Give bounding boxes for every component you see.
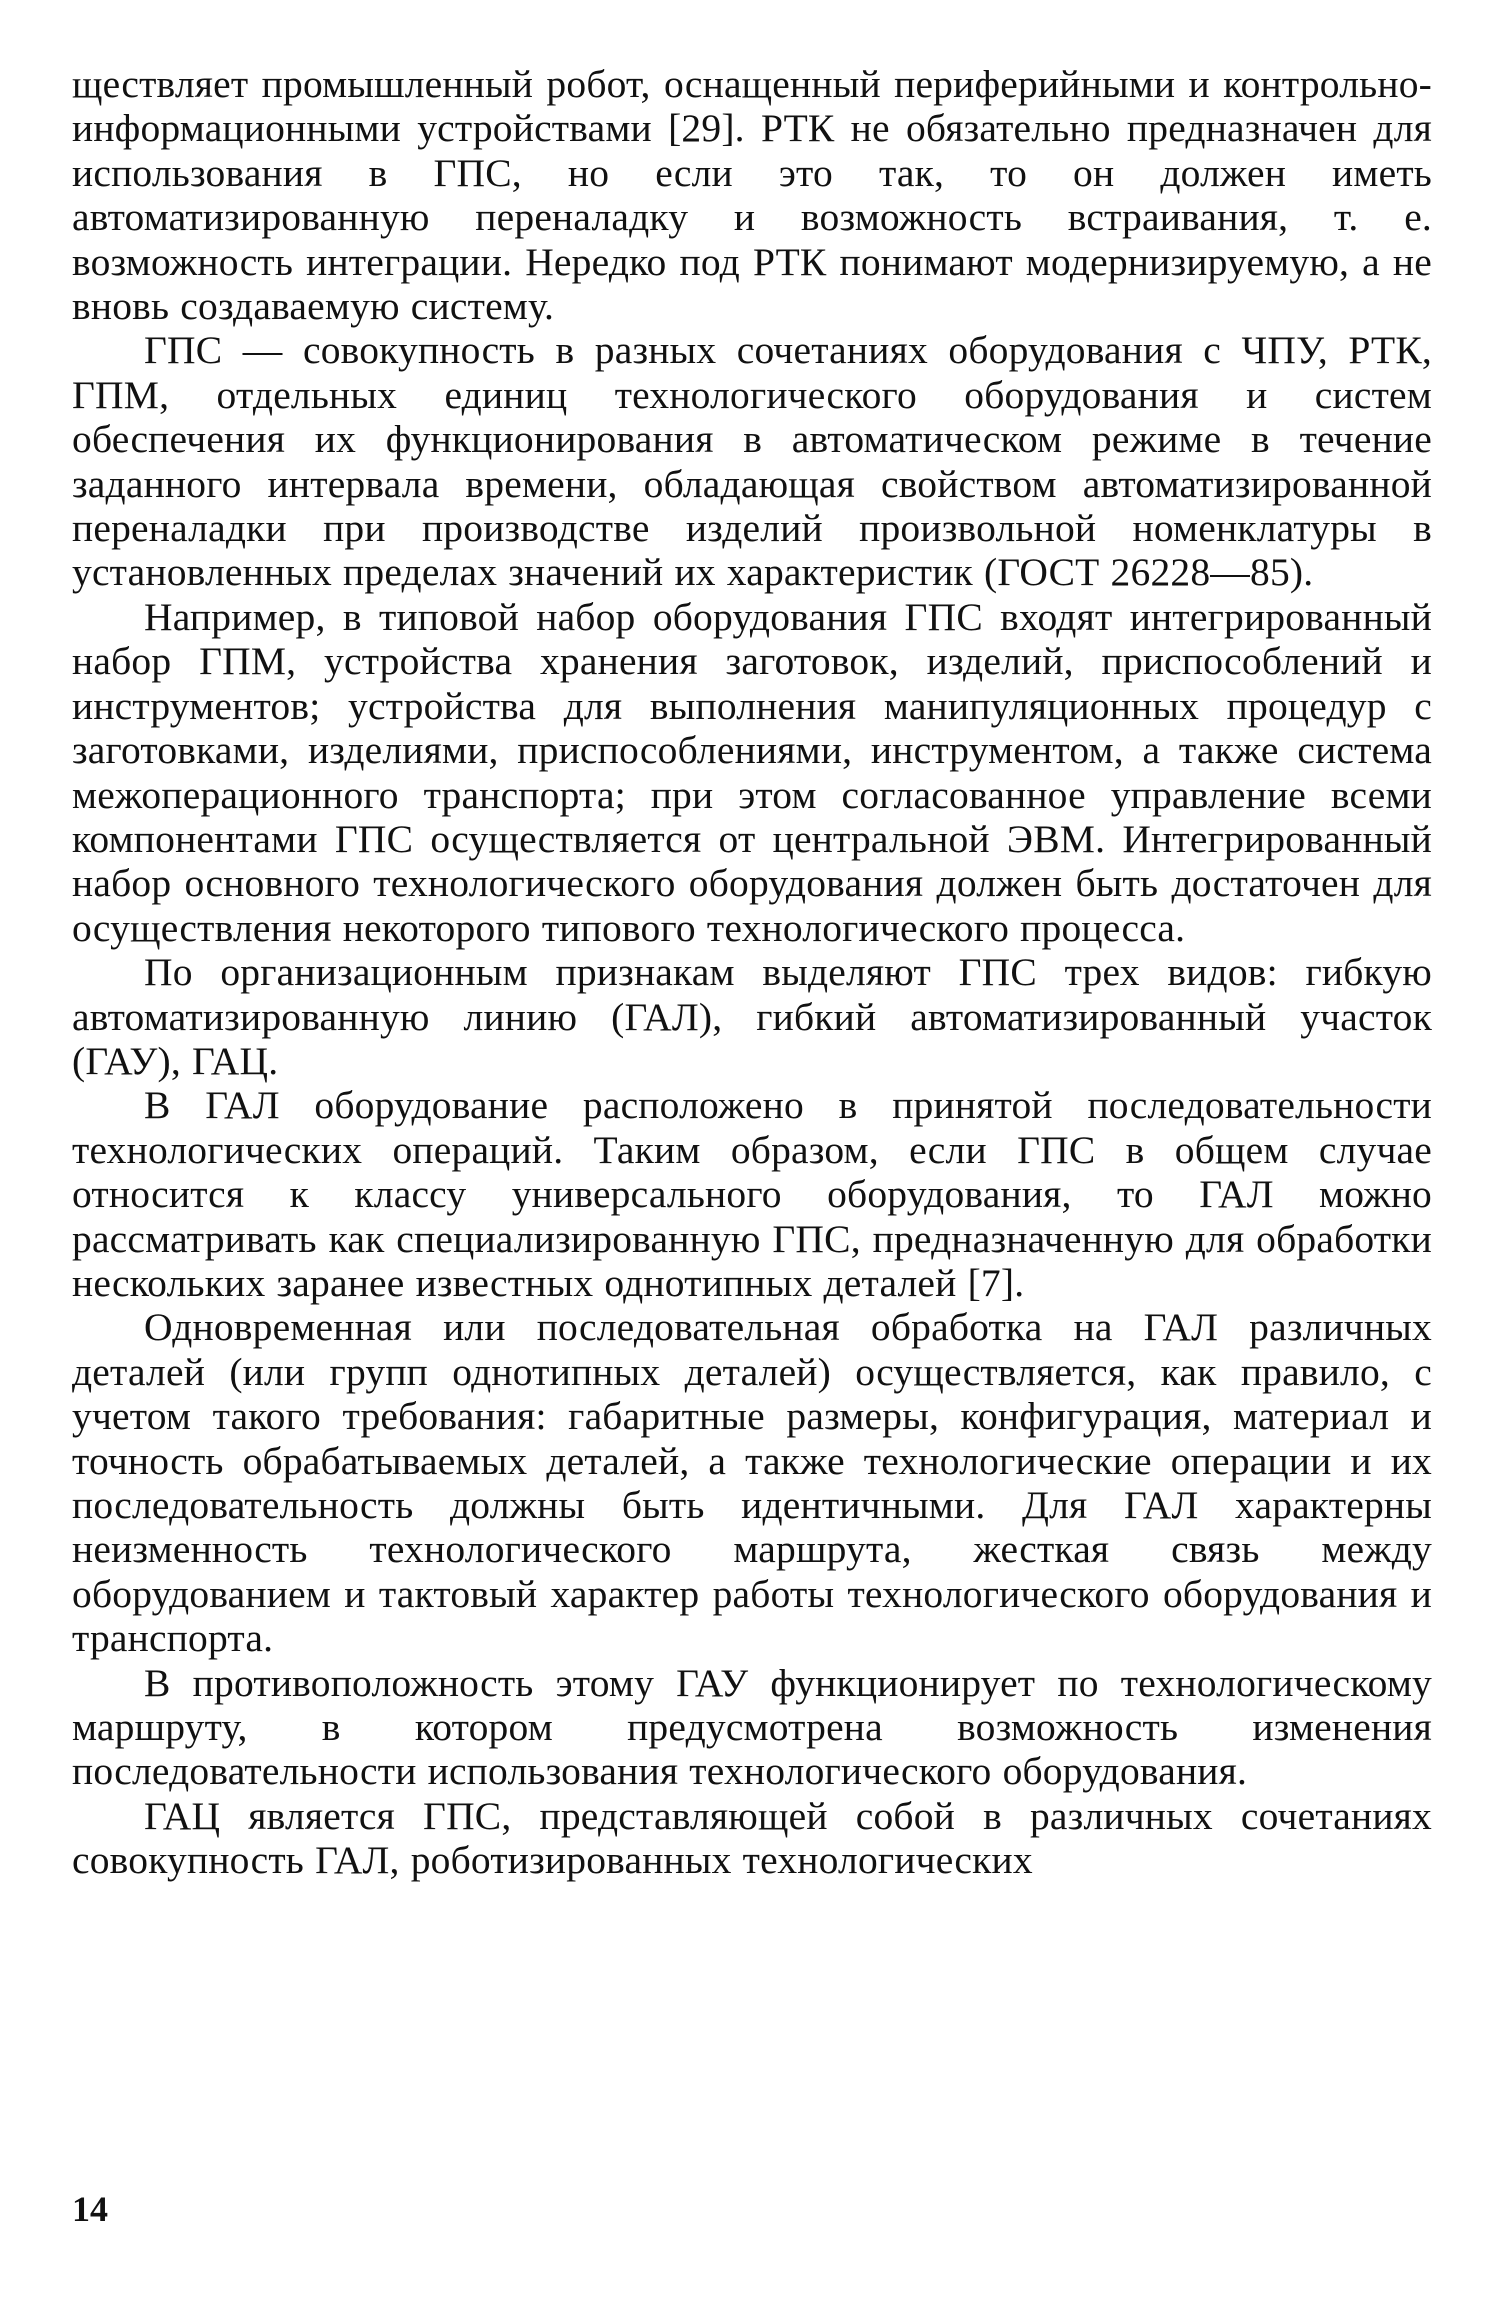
paragraph-rtk-continuation: ществляет промышленный робот, оснащенный периферийными и контрольно-информационными устройствами [29]. РТК не обязательно предназначен для использования в ГПС, но если это так, то он должен иметь автоматизированную переналадку и возможность встраивания, т. е. возможность интеграции. Нередко под РТК понимают модернизируемую, а не вновь создаваемую систему. xyxy=(72,62,1432,329)
paragraph-gal-description: В ГАЛ оборудование расположено в принятой последовательности технологических операций. Таким образом, если ГПС в общем случае относится к классу универсального оборудования, то ГАЛ можно рассматривать как специализированную ГПС, предназначенную для обработки нескольких заранее известных однотипных деталей [7]. xyxy=(72,1083,1432,1305)
paragraph-gps-definition: ГПС — совокупность в разных сочетаниях оборудования с ЧПУ, РТК, ГПМ, отдельных единиц технологического оборудования и систем обеспечения их функционирования в автоматическом режиме в течение заданного интервала времени, обладающая свойством автоматизированной переналадки при производстве изделий произвольной номенклатуры в установленных пределах значений их характеристик (ГОСТ 26228—85). xyxy=(72,328,1432,595)
paragraph-gps-types: По организационным признакам выделяют ГПС трех видов: гибкую автоматизированную линию (ГАЛ), гибкий автоматизированный участок (ГАУ), ГАЦ. xyxy=(72,950,1432,1083)
page-body xyxy=(72,62,1432,1883)
paragraph-gac-description: ГАЦ является ГПС, представляющей собой в различных сочетаниях совокупность ГАЛ, роботизированных технологических xyxy=(72,1793,1432,1883)
paragraph-gps-equipment-set: Например, в типовой набор оборудования ГПС входят интегрированный набор ГПМ, устройства хранения заготовок, изделий, приспособлений и инструментов; устройства для выполнения манипуляционных процедур с заготовками, изделиями, приспособлениями, инструментом, а также система межоперационного транспорта; при этом согласованное управление всеми компонентами ГПС осуществляется от центральной ЭВМ. Интегрированный набор основного технологического оборудования должен быть достаточен для осуществления некоторого типового технологического процесса. xyxy=(72,594,1432,950)
paragraph-gal-processing: Одновременная или последовательная обработка на ГАЛ различных деталей (или групп однотипных деталей) осуществляется, как правило, с учетом такого требования: габаритные размеры, конфигурация, материал и точность обрабатываемых деталей, а также технологические операции и их последовательность должны быть идентичными. Для ГАЛ характерны неизменность технологического маршрута, жесткая связь между оборудованием и тактовый характер работы технологического оборудования и транспорта. xyxy=(72,1305,1432,1661)
page-number: 14 xyxy=(72,2189,108,2229)
paragraph-gau-description: В противоположность этому ГАУ функционирует по технологическому маршруту, в котором предусмотрена возможность изменения последовательности использования технологического оборудования. xyxy=(72,1660,1432,1794)
